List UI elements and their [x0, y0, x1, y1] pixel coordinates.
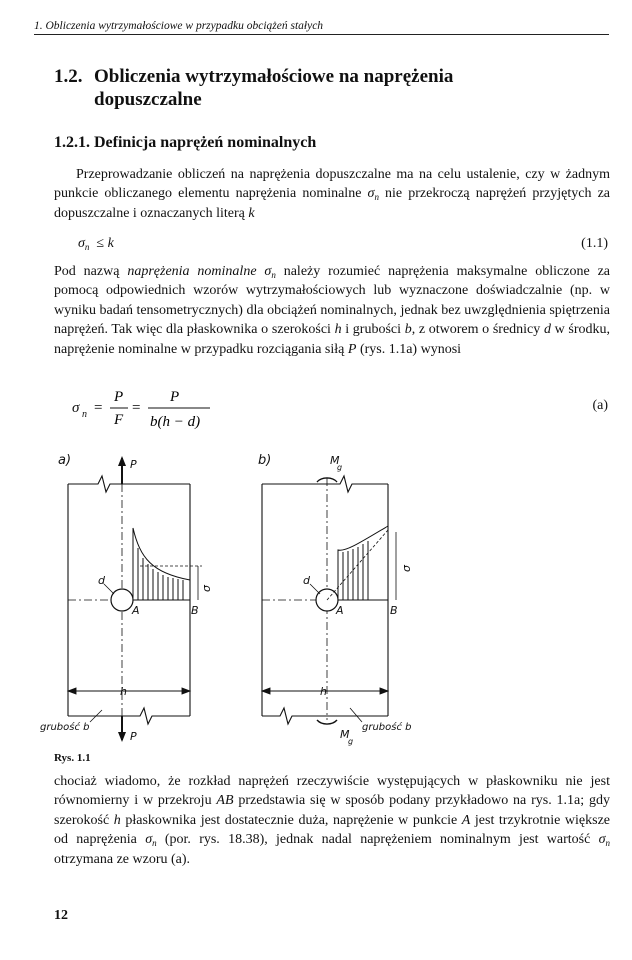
eqa-den1: F — [114, 412, 124, 428]
panel-b-point-b: B — [390, 604, 398, 617]
p3-t1: chociaż wiadomo, że rozkład naprężeń rzeczywiście występujących w płaskowniku nie jest równomierny i w przekroju — [54, 774, 610, 809]
eq11-rhs: k — [107, 236, 114, 251]
force-label-bottom: P — [130, 730, 137, 743]
paragraph-2 — [54, 262, 610, 359]
section-heading — [54, 65, 574, 111]
p3-sub2: n — [605, 838, 610, 849]
panel-a-point-b: B — [191, 604, 199, 617]
eqa-lhs: σ — [72, 400, 80, 416]
eq11-lhs: σ — [78, 236, 85, 251]
eqa-sub: n — [82, 409, 87, 420]
force-arrow-bottom — [118, 716, 126, 742]
panel-b-hole-label: d — [303, 574, 310, 587]
section-title-line2: dopuszczalne — [94, 89, 202, 110]
panel-b-point-a: A — [336, 604, 344, 617]
section-title-line1: Obliczenia wytrzymałościowe na naprężenia — [94, 66, 454, 87]
panel-a-point-a: A — [132, 604, 140, 617]
section-number: 1.2. — [54, 66, 83, 87]
p3-h: h — [113, 812, 121, 828]
p1-sigma: σ — [367, 186, 375, 202]
p2-h: h — [334, 322, 342, 338]
panel-a-width-dimension — [68, 688, 190, 694]
equation-a — [70, 386, 270, 436]
panel-a-label: a) — [58, 453, 72, 468]
p1-text-b: nie przekroczą naprężeń przyjętych za dopuszczalne i oznaczanych literą — [54, 186, 611, 221]
equation-a-label: (a) — [592, 398, 608, 413]
p3-t6: otrzymana ze wzoru (a). — [54, 851, 191, 867]
paragraph-1 — [54, 165, 610, 223]
p3-t5: (por. rys. 18.38), jednak nadal naprężeniem nominalnym jest wartość — [156, 832, 599, 848]
p2-t1: Pod nazwą — [54, 264, 128, 279]
p3-t2: przedstawia się w sposób podany przykładowo na rys. 1.1a; gdy szerokość — [54, 793, 610, 828]
panel-b-thickness-leader — [350, 708, 362, 722]
eq11-rel: ≤ — [96, 236, 105, 251]
p3-t3: płaskownika jest dostatecznie duża, naprężenie w punkcie — [120, 812, 462, 828]
figure-1-1 — [40, 448, 440, 748]
p2-t3: i grubości — [341, 322, 405, 338]
p1-text-a: Przeprowadzanie obliczeń na naprężenia dopuszczalne ma na celu ustalenie, czy w żadnym punkcie obliczanego elementu naprężenia nominalne — [54, 167, 610, 202]
p3-t4: jest trzykrotnie większe od naprężenia — [54, 812, 611, 848]
eqa-eq1: = — [94, 400, 103, 416]
p2-term: naprężenia nominalne σ — [127, 264, 272, 279]
p1-k: k — [248, 205, 255, 221]
panel-a-hole-label: d — [98, 574, 105, 587]
eqa-num1: P — [114, 389, 124, 405]
panel-b-sigma-label: σ — [400, 565, 413, 572]
p3-sigma: σ — [145, 832, 153, 848]
eqa-den2: b(h − d) — [150, 414, 201, 430]
panel-b-hole-leader — [310, 584, 320, 594]
panel-b-stress-hatch — [343, 541, 368, 600]
panel-a-hole-leader — [104, 584, 114, 594]
p2-t6: (rys. 1.1a) wynosi — [356, 341, 462, 357]
p2-t2: należy rozumieć naprężenia maksymalne obliczone za pomocą odpowiednich wzorów wytrzymałościowych lub wyznaczone doświadczalnie (np. w wyniku badań tensometrycznych) dla obciążeń nominalnych, jednak bez uwzględnienia spiętrzenia naprężeń. Tak więc dla płaskownika o szerokości — [54, 264, 610, 338]
p2-term-sub: n — [271, 270, 276, 280]
moment-label-bottom: M — [340, 728, 350, 741]
p2-b: b — [404, 322, 412, 338]
p3-A: A — [461, 812, 471, 828]
panel-b-label: b) — [258, 453, 272, 468]
force-label-top: P — [130, 458, 137, 471]
page-number: 12 — [54, 908, 68, 923]
moment-label-top: M — [330, 454, 340, 467]
force-arrow-top — [118, 456, 126, 484]
p1-sub-n: n — [374, 192, 379, 203]
panel-a-sigma-label: σ — [200, 585, 213, 592]
moment-sub-bottom: g — [348, 737, 354, 746]
panel-a-stress-curve — [133, 528, 190, 600]
p3-sub: n — [152, 838, 157, 849]
eqa-eq2: = — [132, 400, 141, 416]
p2-t5: w środku, naprężenie nominalne w przypadku rozciągania siłą — [54, 322, 610, 357]
equation-1-1-label: (1.1) — [581, 236, 608, 251]
panel-b-width-label: h — [320, 685, 327, 698]
panel-b-thickness-label: grubość b — [362, 722, 412, 733]
panel-a-hole — [111, 589, 133, 611]
paragraph-3 — [54, 772, 610, 869]
subsection-heading: 1.2.1. Definicja naprężeń nominalnych — [54, 134, 317, 151]
eqa-num2: P — [170, 389, 180, 405]
panel-a-width-label: h — [120, 685, 127, 698]
equation-1-1 — [78, 236, 114, 252]
figure-caption: Rys. 1.1 — [54, 752, 91, 764]
moment-arrow-bottom — [317, 720, 337, 724]
p2-P: P — [347, 341, 357, 357]
p3-AB: AB — [216, 793, 234, 809]
p3-sigma2: σ — [598, 832, 606, 848]
moment-sub-top: g — [337, 463, 343, 472]
running-header: 1. Obliczenia wytrzymałościowe w przypadku obciążeń stałych — [34, 19, 609, 35]
panel-a-thickness-label: grubość b — [40, 722, 90, 733]
p2-t4: , z otworem o średnicy — [411, 322, 544, 338]
p2-d: d — [543, 322, 551, 338]
eq11-sub: n — [84, 242, 90, 252]
